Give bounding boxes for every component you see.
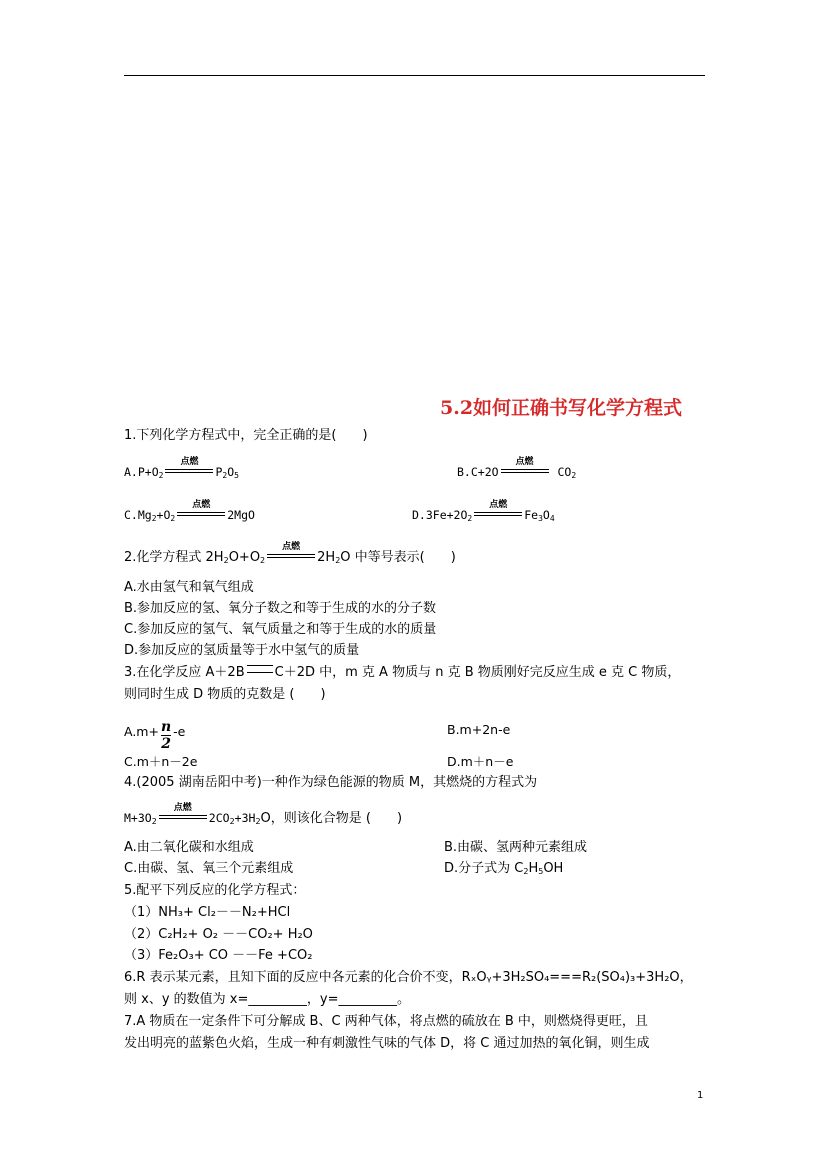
question-3-stem-line2: 则同时生成 D 物质的克数是 ( )	[124, 687, 326, 702]
question-2-option-d: D.参加反应的氢质量等于水中氢气的质量	[124, 643, 360, 658]
page-title: 5.2如何正确书写化学方程式	[440, 397, 683, 419]
reaction-arrow: 点燃	[501, 464, 549, 478]
question-5-item-2: （2）C₂H₂+ O₂ －－CO₂+ H₂O	[124, 927, 313, 942]
question-4-equation: $M+3O_2$ 点燃 $2CO_2+3H_2O$，则该化合物是 ( )	[124, 803, 403, 826]
reaction-arrow: 点燃	[159, 810, 207, 824]
question-6-blanks: 则 x、y 的数值为 x=_________，y=_________。	[124, 992, 410, 1007]
reaction-arrow: 点燃	[267, 549, 315, 563]
question-4-option-a: A.由二氧化碳和水组成	[124, 840, 254, 855]
question-1-option-d: $D.3Fe+2O_2$ 点燃 $Fe_3O_4$	[412, 500, 555, 523]
fraction: $\frac{n}{2}$	[160, 719, 172, 752]
question-4-option-c: C.由碳、氢、氧三个元素组成	[124, 861, 294, 876]
question-7-stem: 7.A 物质在一定条件下可分解成 B、C 两种气体，将点燃的硫放在 B 中，则燃烧得更旺，且	[124, 1014, 648, 1029]
question-5-item-1: （1）NH₃+ Cl₂－－N₂+HCl	[124, 905, 291, 920]
question-3-option-c: C.m＋n－2e	[124, 754, 198, 769]
question-2-stem: 2.化学方程式 $2H_2O+O_2$ 点燃 $2H_2O$ 中等号表示( )	[124, 542, 456, 565]
question-5-stem: 5.配平下列反应的化学方程式：	[124, 883, 306, 898]
reaction-arrow: 点燃	[177, 507, 225, 521]
header-rule	[124, 75, 705, 76]
question-5-item-3: （3）Fe₂O₃+ CO －－Fe +CO₂	[124, 948, 313, 963]
equals-sign	[247, 665, 273, 673]
question-4-option-d: D.分子式为 $C_2H_5OH$	[444, 861, 564, 876]
question-6-stem: 6.R 表示某元素，且知下面的反应中各元素的化合价不变，RₓOᵧ+3H₂SO₄===R₂(SO₄)₃+3H₂O，	[124, 970, 693, 985]
question-1-stem: 1.下列化学方程式中，完全正确的是( )	[124, 428, 368, 443]
question-1-option-c: $C.Mg_2+O_2$ 点燃 2MgO	[124, 500, 255, 523]
page-number: 1	[697, 1090, 704, 1101]
question-3-option-a: A.m+ $\frac{n}{2}$ -e	[124, 719, 186, 752]
question-3-option-b: B.m+2n-e	[447, 722, 511, 737]
question-3-option-d: D.m＋n－e	[447, 754, 514, 769]
question-2-option-b: B.参加反应的氢、氧分子数之和等于生成的水的分子数	[124, 601, 437, 616]
reaction-arrow: 点燃	[165, 464, 213, 478]
question-4-option-b: B.由碳、氢两种元素组成	[444, 840, 588, 855]
reaction-arrow: 点燃	[474, 507, 522, 521]
question-1-option-b: B.C+2O 点燃 $CO_2$	[457, 457, 577, 480]
question-2-option-a: A.水由氢气和氧气组成	[124, 580, 254, 595]
question-7-stem-line2: 发出明亮的蓝紫色火焰，生成一种有刺激性气味的气体 D，将 C 通过加热的氧化铜，则生成	[124, 1036, 650, 1051]
question-4-stem: 4.(2005 湖南岳阳中考)一种作为绿色能源的物质 M，其燃烧的方程式为	[124, 775, 538, 790]
question-1-option-a: $A.P+O_2$ 点燃 $P_2O_5$	[124, 457, 239, 480]
question-3-stem: 3.在化学反应 A＋2B C＋2D 中，m 克 A 物质与 n 克 B 物质刚好完反应生成 e 克 C 物质，	[124, 665, 681, 680]
question-2-option-c: C.参加反应的氢气、氧气质量之和等于生成的水的质量	[124, 622, 437, 637]
